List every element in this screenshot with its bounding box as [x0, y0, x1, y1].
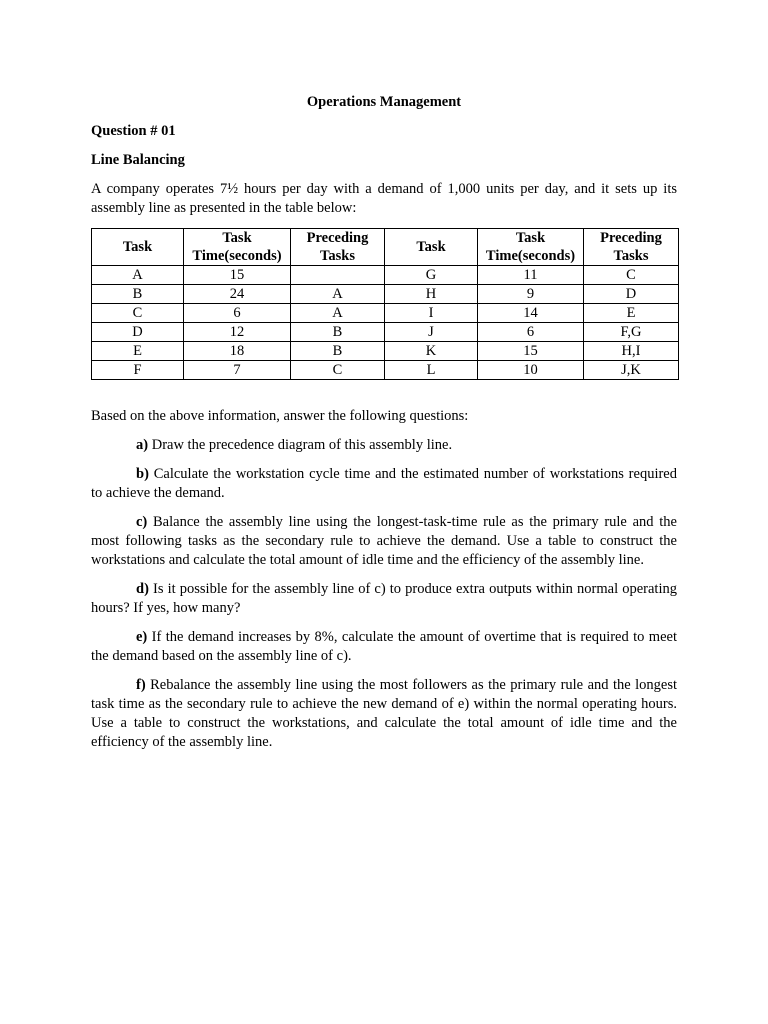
cell-preceding: B	[291, 323, 385, 342]
cell-task: I	[385, 304, 478, 323]
question-d	[91, 580, 677, 618]
header-task: Task	[92, 229, 184, 266]
table-row	[92, 323, 679, 342]
cell-task: F	[92, 361, 184, 380]
questions-lead: Based on the above information, answer the following questions:	[91, 408, 469, 424]
header-preceding-tasks: Preceding Tasks	[584, 229, 679, 266]
question-number: Question # 01	[91, 123, 176, 139]
question-label: d)	[136, 581, 149, 597]
cell-task: A	[92, 266, 184, 285]
cell-task-time: 24	[184, 285, 291, 304]
question-text: Draw the precedence diagram of this assembly line.	[148, 437, 453, 453]
task-table	[91, 228, 679, 380]
cell-task: E	[92, 342, 184, 361]
cell-task-time: 6	[478, 323, 584, 342]
cell-task-time: 12	[184, 323, 291, 342]
header-task-time: Task Time(seconds)	[478, 229, 584, 266]
header-task-time: Task Time(seconds)	[184, 229, 291, 266]
question-text: Is it possible for the assembly line of c) to produce extra outputs within normal operating hours? If yes, how many?	[91, 581, 677, 616]
cell-task: B	[92, 285, 184, 304]
table-row	[92, 266, 679, 285]
document-title: Operations Management	[306, 94, 462, 110]
header-preceding-tasks: Preceding Tasks	[291, 229, 385, 266]
cell-preceding: F,G	[584, 323, 679, 342]
cell-task-time: 14	[478, 304, 584, 323]
cell-task-time: 15	[184, 266, 291, 285]
cell-preceding: C	[291, 361, 385, 380]
question-label: e)	[136, 629, 148, 645]
cell-task-time: 15	[478, 342, 584, 361]
cell-preceding	[291, 266, 385, 285]
cell-preceding: A	[291, 285, 385, 304]
cell-task: L	[385, 361, 478, 380]
cell-task-time: 18	[184, 342, 291, 361]
question-label: c)	[136, 514, 148, 530]
cell-task-time: 7	[184, 361, 291, 380]
question-f	[91, 676, 677, 752]
intro-paragraph: A company operates 7½ hours per day with a demand of 1,000 units per day, and it sets up its assembly line as presented in the table below:	[91, 181, 677, 216]
cell-task-time: 10	[478, 361, 584, 380]
table-row	[92, 304, 679, 323]
cell-preceding: D	[584, 285, 679, 304]
cell-task: D	[92, 323, 184, 342]
cell-preceding: H,I	[584, 342, 679, 361]
cell-task-time: 6	[184, 304, 291, 323]
question-text: If the demand increases by 8%, calculate the amount of overtime that is required to meet the demand based on the assembly line of c).	[91, 629, 677, 664]
question-text: Balance the assembly line using the longest-task-time rule as the primary rule and the most following tasks as the secondary rule to achieve the demand. Use a table to construct the workstations and calculate the total amount of idle time and the efficiency of the assembly line.	[91, 514, 677, 568]
table-row	[92, 361, 679, 380]
table-row	[92, 285, 679, 304]
question-text: Calculate the workstation cycle time and the estimated number of workstations required to achieve the demand.	[91, 466, 677, 501]
question-label: f)	[136, 677, 146, 693]
cell-preceding: J,K	[584, 361, 679, 380]
question-label: a)	[136, 437, 149, 453]
cell-task-time: 9	[478, 285, 584, 304]
section-heading: Line Balancing	[91, 152, 185, 168]
document-body	[91, 93, 677, 762]
cell-task: G	[385, 266, 478, 285]
cell-task: H	[385, 285, 478, 304]
question-text: Rebalance the assembly line using the most followers as the primary rule and the longest task time as the secondary rule to achieve the new demand of e) within the normal operating hours. Use a table to construct the workstations, and calculate the total amount of idle time and the efficiency of the assembly line.	[91, 677, 677, 750]
cell-preceding: A	[291, 304, 385, 323]
question-b	[91, 465, 677, 503]
question-label: b)	[136, 466, 149, 482]
table-row	[92, 342, 679, 361]
question-c	[91, 513, 677, 570]
cell-task: C	[92, 304, 184, 323]
table-header-row	[92, 229, 679, 266]
header-task: Task	[385, 229, 478, 266]
cell-task: J	[385, 323, 478, 342]
question-e	[91, 628, 677, 666]
cell-preceding: C	[584, 266, 679, 285]
cell-preceding: E	[584, 304, 679, 323]
cell-preceding: B	[291, 342, 385, 361]
cell-task-time: 11	[478, 266, 584, 285]
cell-task: K	[385, 342, 478, 361]
question-a	[91, 436, 677, 455]
